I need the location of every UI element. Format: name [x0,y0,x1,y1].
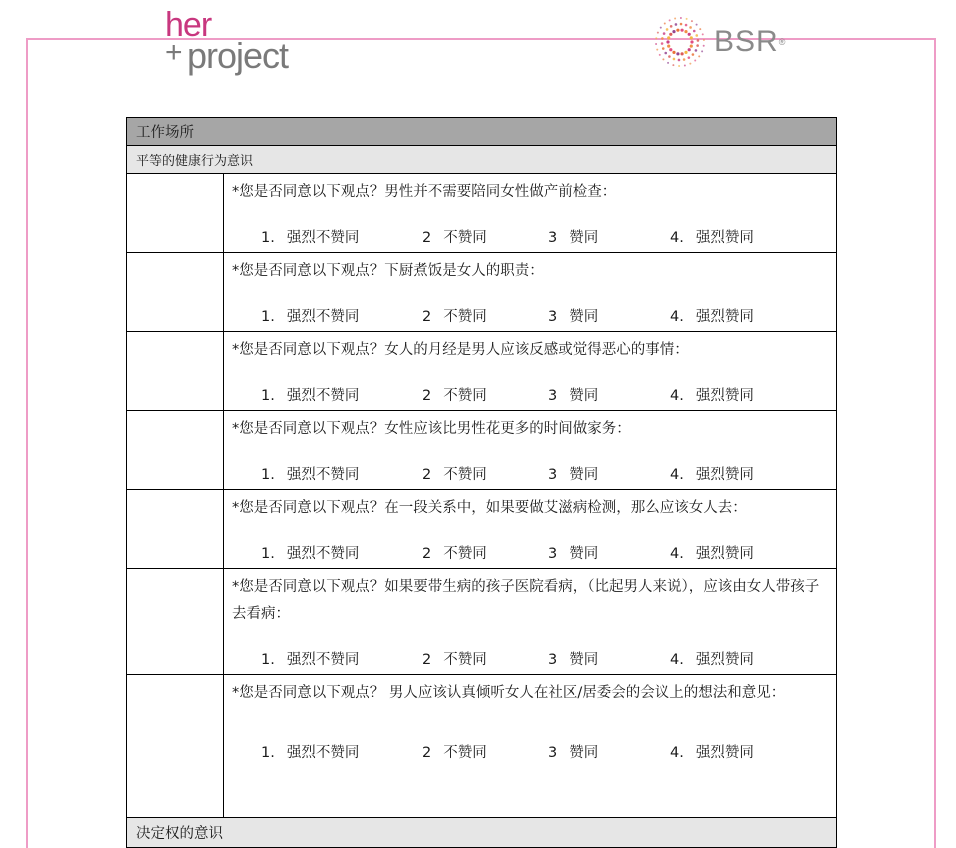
option-3[interactable]: 3 赞同 [548,745,599,761]
question-text: *您是否同意以下观点？ 男人应该认真倾听女人在社区/居委会的会议上的想法和意见： [232,685,786,701]
answer-options [232,741,828,767]
question-number-cell [127,411,224,490]
herproject-logo [165,6,335,76]
answer-options [232,542,828,568]
option-2[interactable]: 2 不赞同 [422,388,487,404]
option-1[interactable]: 1. 强烈不赞同 [261,388,360,404]
question-text: *您是否同意以下观点？女人的月经是男人应该反感或觉得恶心的事情： [232,342,689,358]
option-1[interactable]: 1. 强烈不赞同 [261,230,360,246]
option-4[interactable]: 4. 强烈赞同 [670,388,754,404]
subsection-header-row [127,146,837,174]
herproject-logo-plus: + [165,36,183,69]
question-row [127,174,837,253]
question-cell [224,253,837,332]
question-text: *您是否同意以下观点？下厨煮饭是女人的职责： [232,263,544,279]
option-3[interactable]: 3 赞同 [548,230,599,246]
answer-options [232,226,828,252]
section-title: 工作场所 [127,118,837,146]
herproject-logo-project: project [187,35,289,76]
option-4[interactable]: 4. 强烈赞同 [670,652,754,668]
answer-options [232,463,828,489]
option-2[interactable]: 2 不赞同 [422,309,487,325]
option-3[interactable]: 3 赞同 [548,309,599,325]
question-row [127,675,837,818]
question-cell [224,490,837,569]
question-cell [224,332,837,411]
option-1[interactable]: 1. 强烈不赞同 [261,745,360,761]
questionnaire-table [126,117,837,848]
option-3[interactable]: 3 赞同 [548,546,599,562]
option-2[interactable]: 2 不赞同 [422,546,487,562]
bsr-logo [652,12,792,72]
option-3[interactable]: 3 赞同 [548,467,599,483]
option-4[interactable]: 4. 强烈赞同 [670,309,754,325]
next-section-title: 决定权的意识 [127,818,837,848]
herproject-logo-her: her [165,6,212,44]
option-2[interactable]: 2 不赞同 [422,230,487,246]
option-2[interactable]: 2 不赞同 [422,745,487,761]
option-3[interactable]: 3 赞同 [548,652,599,668]
question-row [127,411,837,490]
question-cell [224,411,837,490]
question-row [127,332,837,411]
question-text: *您是否同意以下观点？男性并不需要陪同女性做产前检查： [232,184,617,200]
question-number-cell [127,675,224,818]
option-2[interactable]: 2 不赞同 [422,467,487,483]
section-header-row [127,118,837,146]
bsr-sunburst-icon [652,14,708,70]
option-2[interactable]: 2 不赞同 [422,652,487,668]
bsr-registered-mark: ® [778,37,787,47]
bsr-logo-text: BSR [714,25,779,58]
question-text: *您是否同意以下观点？如果要带生病的孩子医院看病，（比起男人来说），应该由女人带孩子去看病： [232,579,820,622]
question-cell [224,569,837,675]
question-number-cell [127,332,224,411]
question-row [127,569,837,675]
question-number-cell [127,490,224,569]
option-4[interactable]: 4. 强烈赞同 [670,467,754,483]
option-1[interactable]: 1. 强烈不赞同 [261,546,360,562]
answer-options [232,384,828,410]
question-number-cell [127,253,224,332]
option-3[interactable]: 3 赞同 [548,388,599,404]
option-1[interactable]: 1. 强烈不赞同 [261,652,360,668]
next-section-header-row [127,818,837,848]
option-4[interactable]: 4. 强烈赞同 [670,230,754,246]
option-4[interactable]: 4. 强烈赞同 [670,546,754,562]
question-row [127,253,837,332]
question-text: *您是否同意以下观点？在一段关系中，如果要做艾滋病检测，那么应该女人去： [232,500,747,516]
option-1[interactable]: 1. 强烈不赞同 [261,467,360,483]
question-row [127,490,837,569]
answer-options [232,305,828,331]
subsection-title: 平等的健康行为意识 [127,146,837,174]
question-cell [224,174,837,253]
question-text: *您是否同意以下观点？女性应该比男性花更多的时间做家务： [232,421,631,437]
question-number-cell [127,569,224,675]
question-number-cell [127,174,224,253]
question-cell [224,675,837,818]
answer-options [232,648,828,674]
option-1[interactable]: 1. 强烈不赞同 [261,309,360,325]
option-4[interactable]: 4. 强烈赞同 [670,745,754,761]
